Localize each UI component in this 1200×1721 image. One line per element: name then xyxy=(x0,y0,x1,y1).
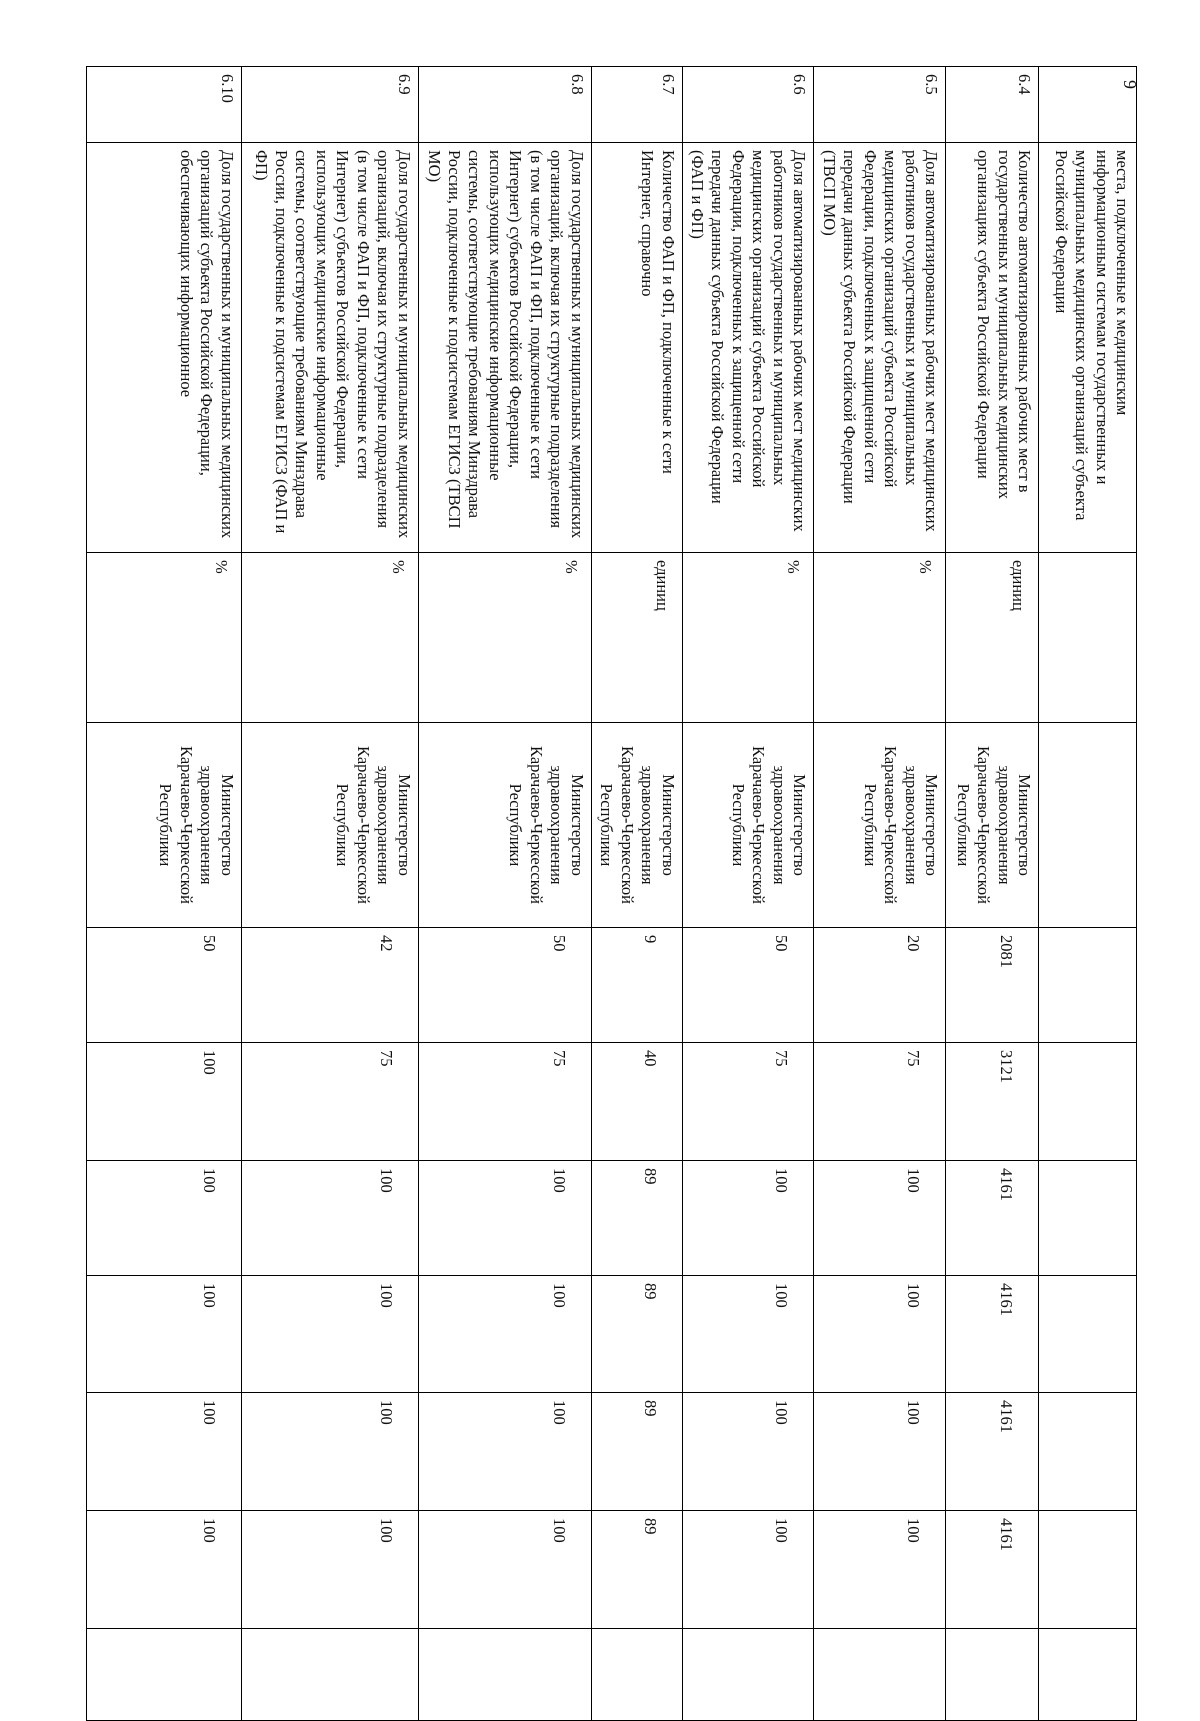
value-cell: 100 xyxy=(814,1393,946,1511)
value-cell: 3121 xyxy=(946,1043,1039,1161)
value-cell: 100 xyxy=(86,1161,241,1276)
value-cell xyxy=(682,1629,814,1721)
value-cell: 89 xyxy=(591,1276,682,1393)
responsible xyxy=(1039,723,1137,928)
row-number: 6.7 xyxy=(591,67,682,143)
value-cell: 100 xyxy=(418,1161,591,1276)
row-number: 6.9 xyxy=(241,67,418,143)
value-cell: 100 xyxy=(418,1393,591,1511)
value-cell xyxy=(1039,1043,1137,1161)
value-cell xyxy=(1039,1161,1137,1276)
row-number: 6.5 xyxy=(814,67,946,143)
value-cell xyxy=(241,1629,418,1721)
value-cell: 100 xyxy=(86,1511,241,1629)
value-cell: 100 xyxy=(682,1511,814,1629)
value-cell: 75 xyxy=(241,1043,418,1161)
row-number: 6.10 xyxy=(86,67,241,143)
value-cell: 100 xyxy=(241,1276,418,1393)
responsible: Министерство здравоохранения Карачаево-Черкесской Республики xyxy=(814,723,946,928)
value-cell: 40 xyxy=(591,1043,682,1161)
unit xyxy=(1039,553,1137,723)
value-cell: 100 xyxy=(418,1511,591,1629)
unit: % xyxy=(814,553,946,723)
unit: % xyxy=(418,553,591,723)
value-cell: 89 xyxy=(591,1511,682,1629)
row-number: 6.4 xyxy=(946,67,1039,143)
value-cell: 50 xyxy=(418,928,591,1043)
value-cell: 100 xyxy=(241,1393,418,1511)
value-cell xyxy=(1039,928,1137,1043)
value-cell xyxy=(946,1629,1039,1721)
indicator-name: Доля автоматизированных рабочих мест медицинских работников государственных и муниципальных медицинских организаций субъекта Российской Федерации, подключенных к защищенной сети передачи данных субъекта Российской Федерации (ФАП и ФП) xyxy=(682,143,814,553)
indicator-name: места, подключенные к медицинским информационным системам государственных и муниципальных медицинских организаций субъекта Российской Федерации xyxy=(1039,143,1137,553)
value-cell: 100 xyxy=(86,1043,241,1161)
value-cell: 75 xyxy=(682,1043,814,1161)
responsible: Министерство здравоохранения Карачаево-Черкесской Республики xyxy=(591,723,682,928)
unit: % xyxy=(86,553,241,723)
table-row xyxy=(241,67,418,1721)
row-number xyxy=(1039,67,1137,143)
indicator-name: Количество ФАП и ФП, подключенные к сети Интернет, справочно xyxy=(591,143,682,553)
responsible: Министерство здравоохранения Карачаево-Черкесской Республики xyxy=(241,723,418,928)
unit: единиц xyxy=(946,553,1039,723)
value-cell: 100 xyxy=(814,1276,946,1393)
value-cell xyxy=(1039,1629,1137,1721)
value-cell: 100 xyxy=(682,1276,814,1393)
responsible: Министерство здравоохранения Карачаево-Черкесской Республики xyxy=(418,723,591,928)
value-cell: 20 xyxy=(814,928,946,1043)
value-cell: 100 xyxy=(682,1393,814,1511)
row-number: 6.6 xyxy=(682,67,814,143)
indicator-name: Доля автоматизированных рабочих мест медицинских работников государственных и муниципальных медицинских организаций субъекта Российской Федерации, подключенных к защищенной сети передачи данных субъекта Российской Федерации (ТВСП МО) xyxy=(814,143,946,553)
responsible: Министерство здравоохранения Карачаево-Черкесской Республики xyxy=(682,723,814,928)
value-cell: 100 xyxy=(418,1276,591,1393)
unit: % xyxy=(241,553,418,723)
table-row xyxy=(86,67,241,1721)
value-cell xyxy=(86,1629,241,1721)
indicator-name: Доля государственных и муниципальных медицинских организаций, включая их структурные подразделения (в том числе ФАП и ФП, подключенные к сети Интернет) субъектов Российской Федерации, использующих медицинские информационные системы, соответствующие требованиям Минздрава России, подключенные к подсистемам ЕГИСЗ (ТВСП МО) xyxy=(418,143,591,553)
value-cell: 89 xyxy=(591,1393,682,1511)
rotated-table-wrapper xyxy=(97,66,1137,1620)
value-cell: 100 xyxy=(241,1511,418,1629)
row-number: 6.8 xyxy=(418,67,591,143)
indicator-name: Доля государственных и муниципальных медицинских организаций субъекта Российской Федерации, обеспечивающих информационное xyxy=(86,143,241,553)
page-number: 9 xyxy=(1120,80,1140,89)
unit: единиц xyxy=(591,553,682,723)
value-cell xyxy=(418,1629,591,1721)
value-cell: 4161 xyxy=(946,1393,1039,1511)
value-cell: 100 xyxy=(86,1276,241,1393)
value-cell: 75 xyxy=(814,1043,946,1161)
value-cell: 9 xyxy=(591,928,682,1043)
value-cell xyxy=(1039,1276,1137,1393)
value-cell: 89 xyxy=(591,1161,682,1276)
value-cell: 100 xyxy=(682,1161,814,1276)
table-row xyxy=(591,67,682,1721)
value-cell: 4161 xyxy=(946,1276,1039,1393)
value-cell: 50 xyxy=(86,928,241,1043)
unit: % xyxy=(682,553,814,723)
value-cell: 100 xyxy=(814,1161,946,1276)
value-cell xyxy=(591,1629,682,1721)
value-cell xyxy=(1039,1393,1137,1511)
indicator-name: Количество автоматизированных рабочих мест в государственных и муниципальных медицинских организациях субъекта Российской Федерации xyxy=(946,143,1039,553)
value-cell: 100 xyxy=(241,1161,418,1276)
value-cell: 50 xyxy=(682,928,814,1043)
value-cell: 75 xyxy=(418,1043,591,1161)
value-cell: 100 xyxy=(814,1511,946,1629)
indicators-table xyxy=(86,66,1137,1721)
table-row xyxy=(418,67,591,1721)
responsible: Министерство здравоохранения Карачаево-Черкесской Республики xyxy=(946,723,1039,928)
table-row xyxy=(682,67,814,1721)
table-row xyxy=(1039,67,1137,1721)
table-row xyxy=(946,67,1039,1721)
value-cell: 4161 xyxy=(946,1511,1039,1629)
value-cell: 42 xyxy=(241,928,418,1043)
value-cell: 100 xyxy=(86,1393,241,1511)
indicator-name: Доля государственных и муниципальных медицинских организаций, включая их структурные подразделения (в том числе ФАП и ФП, подключенные к сети Интернет) субъектов Российской Федерации, использующих медицинские информационные системы, соответствующие требованиям Минздрава России, подключенные к подсистемам ЕГИСЗ (ФАП и ФП) xyxy=(241,143,418,553)
table-row xyxy=(814,67,946,1721)
value-cell xyxy=(814,1629,946,1721)
value-cell: 4161 xyxy=(946,1161,1039,1276)
value-cell xyxy=(1039,1511,1137,1629)
responsible: Министерство здравоохранения Карачаево-Черкесской Республики xyxy=(86,723,241,928)
value-cell: 2081 xyxy=(946,928,1039,1043)
